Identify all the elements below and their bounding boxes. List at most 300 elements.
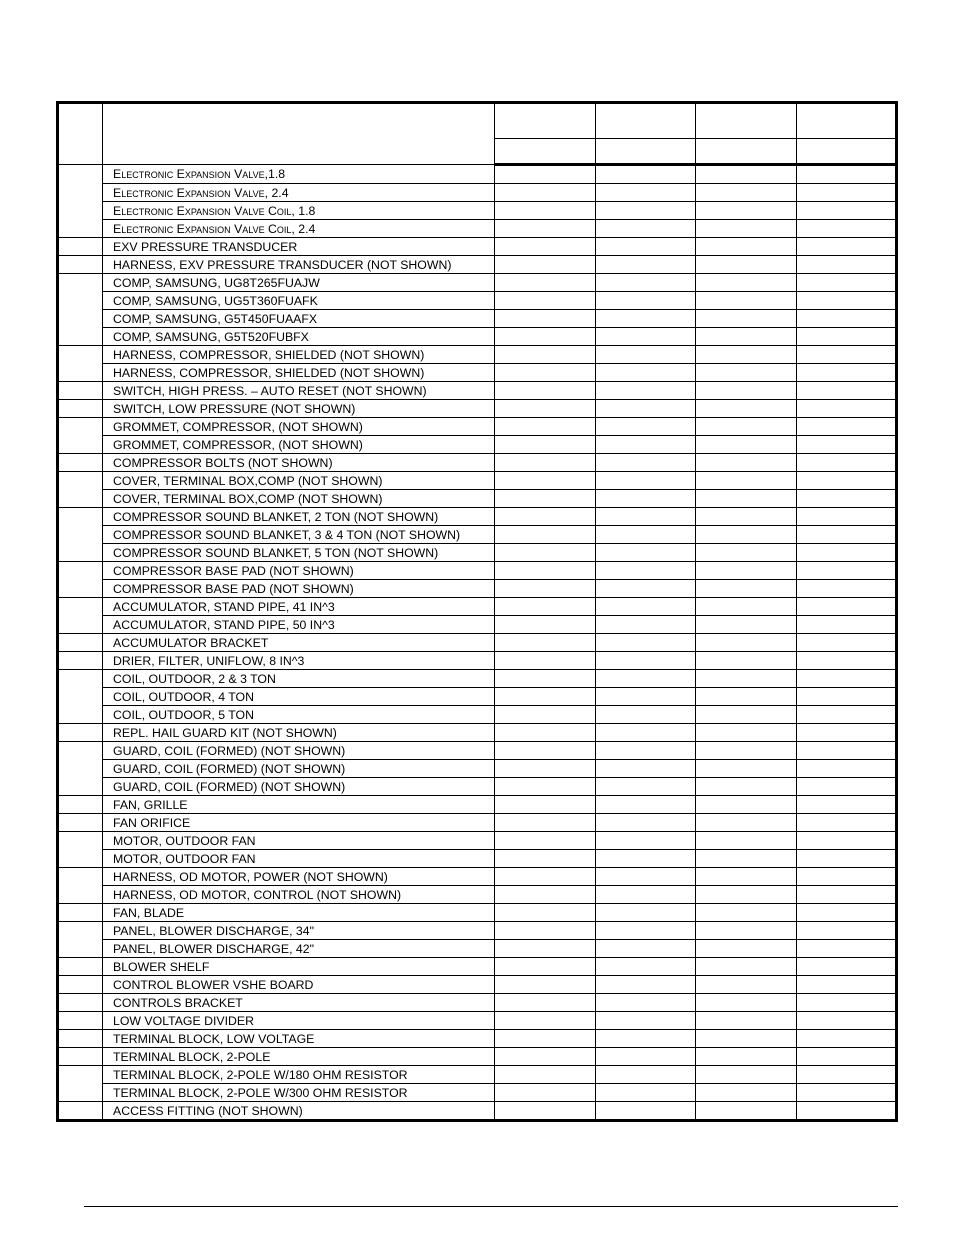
model-quantity-cell <box>696 1012 797 1030</box>
model-quantity-cell <box>797 616 897 634</box>
header-model-4-sub <box>797 139 897 165</box>
item-number-cell <box>58 1030 103 1048</box>
part-description: Electronic Expansion Valve, 2.4 <box>103 184 495 202</box>
header-description <box>103 103 495 165</box>
item-number-cell <box>58 994 103 1012</box>
table-row <box>58 508 897 526</box>
part-description: COVER, TERMINAL BOX,COMP (NOT SHOWN) <box>103 490 495 508</box>
table-row <box>58 580 897 598</box>
item-number-cell <box>58 562 103 598</box>
model-quantity-cell <box>596 544 696 562</box>
table-row <box>58 598 897 616</box>
model-quantity-cell <box>495 670 596 688</box>
model-quantity-cell <box>797 598 897 616</box>
table-row <box>58 1048 897 1066</box>
model-quantity-cell <box>596 364 696 382</box>
model-quantity-cell <box>495 310 596 328</box>
model-quantity-cell <box>596 310 696 328</box>
table-row <box>58 274 897 292</box>
part-description: ACCUMULATOR BRACKET <box>103 634 495 652</box>
model-quantity-cell <box>495 544 596 562</box>
item-number-cell <box>58 1012 103 1030</box>
model-quantity-cell <box>596 490 696 508</box>
model-quantity-cell <box>596 940 696 958</box>
table-row <box>58 670 897 688</box>
part-description: COMP, SAMSUNG, G5T450FUAAFX <box>103 310 495 328</box>
model-quantity-cell <box>797 796 897 814</box>
table-row <box>58 436 897 454</box>
model-quantity-cell <box>797 1048 897 1066</box>
model-quantity-cell <box>596 238 696 256</box>
model-quantity-cell <box>797 472 897 490</box>
model-quantity-cell <box>797 958 897 976</box>
item-number-cell <box>58 238 103 256</box>
part-description: CONTROLS BRACKET <box>103 994 495 1012</box>
item-number-cell <box>58 165 103 238</box>
model-quantity-cell <box>696 886 797 904</box>
item-number-cell <box>58 814 103 832</box>
model-quantity-cell <box>696 292 797 310</box>
part-description: HARNESS, COMPRESSOR, SHIELDED (NOT SHOWN) <box>103 364 495 382</box>
model-quantity-cell <box>696 1102 797 1121</box>
model-quantity-cell <box>596 850 696 868</box>
item-number-cell <box>58 796 103 814</box>
model-quantity-cell <box>797 238 897 256</box>
model-quantity-cell <box>797 454 897 472</box>
model-quantity-cell <box>596 688 696 706</box>
model-quantity-cell <box>797 886 897 904</box>
item-number-cell <box>58 1048 103 1066</box>
model-quantity-cell <box>797 364 897 382</box>
model-quantity-cell <box>495 1102 596 1121</box>
model-quantity-cell <box>495 220 596 238</box>
model-quantity-cell <box>495 598 596 616</box>
model-quantity-cell <box>797 814 897 832</box>
table-row <box>58 346 897 364</box>
part-description: EXV PRESSURE TRANSDUCER <box>103 238 495 256</box>
table-row <box>58 310 897 328</box>
table-row <box>58 976 897 994</box>
model-quantity-cell <box>495 922 596 940</box>
table-row <box>58 904 897 922</box>
model-quantity-cell <box>797 976 897 994</box>
part-description: REPL. HAIL GUARD KIT (NOT SHOWN) <box>103 724 495 742</box>
model-quantity-cell <box>797 634 897 652</box>
item-number-cell <box>58 274 103 346</box>
model-quantity-cell <box>596 274 696 292</box>
model-quantity-cell <box>596 994 696 1012</box>
model-quantity-cell <box>596 580 696 598</box>
table-row <box>58 328 897 346</box>
model-quantity-cell <box>696 670 797 688</box>
part-description: COMP, SAMSUNG, UG8T265FUAJW <box>103 274 495 292</box>
model-quantity-cell <box>495 364 596 382</box>
table-row <box>58 292 897 310</box>
model-quantity-cell <box>797 1066 897 1084</box>
table-row <box>58 940 897 958</box>
header-model-3 <box>696 103 797 139</box>
model-quantity-cell <box>596 472 696 490</box>
table-row <box>58 238 897 256</box>
table-row <box>58 184 897 202</box>
part-description: COMPRESSOR SOUND BLANKET, 3 & 4 TON (NOT SHOWN) <box>103 526 495 544</box>
model-quantity-cell <box>495 562 596 580</box>
table-row <box>58 1102 897 1121</box>
item-number-cell <box>58 454 103 472</box>
model-quantity-cell <box>696 814 797 832</box>
table-row <box>58 778 897 796</box>
model-quantity-cell <box>596 202 696 220</box>
model-quantity-cell <box>696 220 797 238</box>
model-quantity-cell <box>797 165 897 184</box>
model-quantity-cell <box>596 400 696 418</box>
model-quantity-cell <box>495 760 596 778</box>
model-quantity-cell <box>495 796 596 814</box>
model-quantity-cell <box>696 778 797 796</box>
table-row <box>58 760 897 778</box>
model-quantity-cell <box>596 832 696 850</box>
model-quantity-cell <box>696 382 797 400</box>
model-quantity-cell <box>495 652 596 670</box>
table-row <box>58 886 897 904</box>
table-row <box>58 165 897 184</box>
model-quantity-cell <box>696 706 797 724</box>
model-quantity-cell <box>797 544 897 562</box>
model-quantity-cell <box>696 544 797 562</box>
model-quantity-cell <box>797 490 897 508</box>
model-quantity-cell <box>495 202 596 220</box>
model-quantity-cell <box>495 1048 596 1066</box>
model-quantity-cell <box>797 436 897 454</box>
table-row <box>58 490 897 508</box>
part-description: GUARD, COIL (FORMED) (NOT SHOWN) <box>103 760 495 778</box>
model-quantity-cell <box>797 220 897 238</box>
model-quantity-cell <box>495 904 596 922</box>
model-quantity-cell <box>696 724 797 742</box>
model-quantity-cell <box>696 742 797 760</box>
table-row <box>58 364 897 382</box>
model-quantity-cell <box>495 346 596 364</box>
model-quantity-cell <box>495 940 596 958</box>
model-quantity-cell <box>596 814 696 832</box>
table-row <box>58 634 897 652</box>
model-quantity-cell <box>596 1048 696 1066</box>
table-row <box>58 724 897 742</box>
part-description: PANEL, BLOWER DISCHARGE, 34" <box>103 922 495 940</box>
item-number-cell <box>58 832 103 868</box>
model-quantity-cell <box>797 850 897 868</box>
model-quantity-cell <box>596 724 696 742</box>
part-description: GUARD, COIL (FORMED) (NOT SHOWN) <box>103 778 495 796</box>
model-quantity-cell <box>495 184 596 202</box>
model-quantity-cell <box>495 1066 596 1084</box>
part-description: SWITCH, LOW PRESSURE (NOT SHOWN) <box>103 400 495 418</box>
part-description: DRIER, FILTER, UNIFLOW, 8 IN^3 <box>103 652 495 670</box>
part-description: COMPRESSOR SOUND BLANKET, 2 TON (NOT SHOWN) <box>103 508 495 526</box>
model-quantity-cell <box>696 616 797 634</box>
model-quantity-cell <box>797 742 897 760</box>
model-quantity-cell <box>797 940 897 958</box>
part-description: FAN, BLADE <box>103 904 495 922</box>
part-description: TERMINAL BLOCK, 2-POLE <box>103 1048 495 1066</box>
item-number-cell <box>58 418 103 454</box>
part-description: COMPRESSOR BASE PAD (NOT SHOWN) <box>103 562 495 580</box>
model-quantity-cell <box>696 1030 797 1048</box>
part-description: MOTOR, OUTDOOR FAN <box>103 850 495 868</box>
model-quantity-cell <box>696 526 797 544</box>
model-quantity-cell <box>596 670 696 688</box>
table-row <box>58 850 897 868</box>
model-quantity-cell <box>495 958 596 976</box>
part-description: PANEL, BLOWER DISCHARGE, 42" <box>103 940 495 958</box>
part-description: GROMMET, COMPRESSOR, (NOT SHOWN) <box>103 418 495 436</box>
model-quantity-cell <box>797 832 897 850</box>
model-quantity-cell <box>797 256 897 274</box>
header-model-3-sub <box>696 139 797 165</box>
model-quantity-cell <box>596 868 696 886</box>
item-number-cell <box>58 922 103 958</box>
part-description: FAN, GRILLE <box>103 796 495 814</box>
model-quantity-cell <box>797 382 897 400</box>
model-quantity-cell <box>596 598 696 616</box>
model-quantity-cell <box>495 634 596 652</box>
model-quantity-cell <box>696 490 797 508</box>
model-quantity-cell <box>797 292 897 310</box>
model-quantity-cell <box>797 778 897 796</box>
part-description: COMPRESSOR BASE PAD (NOT SHOWN) <box>103 580 495 598</box>
model-quantity-cell <box>696 184 797 202</box>
model-quantity-cell <box>696 976 797 994</box>
table-row <box>58 454 897 472</box>
item-number-cell <box>58 958 103 976</box>
model-quantity-cell <box>596 922 696 940</box>
part-description: COIL, OUTDOOR, 4 TON <box>103 688 495 706</box>
table-row <box>58 562 897 580</box>
model-quantity-cell <box>596 526 696 544</box>
model-quantity-cell <box>596 976 696 994</box>
model-quantity-cell <box>495 706 596 724</box>
part-description: BLOWER SHELF <box>103 958 495 976</box>
model-quantity-cell <box>797 346 897 364</box>
model-quantity-cell <box>797 1030 897 1048</box>
model-quantity-cell <box>596 184 696 202</box>
model-quantity-cell <box>596 958 696 976</box>
model-quantity-cell <box>696 580 797 598</box>
model-quantity-cell <box>797 328 897 346</box>
model-quantity-cell <box>797 202 897 220</box>
footer-rule <box>84 1206 898 1207</box>
model-quantity-cell <box>696 904 797 922</box>
part-description: COMPRESSOR SOUND BLANKET, 5 TON (NOT SHOWN) <box>103 544 495 562</box>
header-model-1 <box>495 103 596 139</box>
model-quantity-cell <box>495 886 596 904</box>
model-quantity-cell <box>596 454 696 472</box>
header-item-number <box>58 103 103 165</box>
item-number-cell <box>58 634 103 652</box>
model-quantity-cell <box>797 904 897 922</box>
part-description: FAN ORIFICE <box>103 814 495 832</box>
item-number-cell <box>58 652 103 670</box>
table-row <box>58 1084 897 1102</box>
model-quantity-cell <box>797 418 897 436</box>
model-quantity-cell <box>696 436 797 454</box>
model-quantity-cell <box>696 364 797 382</box>
model-quantity-cell <box>797 688 897 706</box>
part-description: HARNESS, COMPRESSOR, SHIELDED (NOT SHOWN) <box>103 346 495 364</box>
header-model-4 <box>797 103 897 139</box>
model-quantity-cell <box>797 580 897 598</box>
model-quantity-cell <box>797 922 897 940</box>
model-quantity-cell <box>596 328 696 346</box>
model-quantity-cell <box>696 1066 797 1084</box>
table-body <box>58 165 897 1121</box>
table-row <box>58 1012 897 1030</box>
model-quantity-cell <box>495 1012 596 1030</box>
table-row <box>58 220 897 238</box>
model-quantity-cell <box>596 652 696 670</box>
model-quantity-cell <box>696 328 797 346</box>
model-quantity-cell <box>696 562 797 580</box>
part-description: LOW VOLTAGE DIVIDER <box>103 1012 495 1030</box>
model-quantity-cell <box>696 598 797 616</box>
part-description: Electronic Expansion Valve Coil, 2.4 <box>103 220 495 238</box>
model-quantity-cell <box>596 886 696 904</box>
model-quantity-cell <box>797 184 897 202</box>
model-quantity-cell <box>797 1012 897 1030</box>
model-quantity-cell <box>797 1102 897 1121</box>
model-quantity-cell <box>596 346 696 364</box>
model-quantity-cell <box>797 868 897 886</box>
model-quantity-cell <box>495 256 596 274</box>
table-header <box>58 103 897 165</box>
model-quantity-cell <box>495 868 596 886</box>
model-quantity-cell <box>495 382 596 400</box>
model-quantity-cell <box>797 724 897 742</box>
model-quantity-cell <box>696 868 797 886</box>
model-quantity-cell <box>495 742 596 760</box>
model-quantity-cell <box>797 994 897 1012</box>
part-description: GUARD, COIL (FORMED) (NOT SHOWN) <box>103 742 495 760</box>
model-quantity-cell <box>596 508 696 526</box>
model-quantity-cell <box>495 454 596 472</box>
table-row <box>58 742 897 760</box>
part-description: HARNESS, OD MOTOR, POWER (NOT SHOWN) <box>103 868 495 886</box>
model-quantity-cell <box>797 526 897 544</box>
part-description: GROMMET, COMPRESSOR, (NOT SHOWN) <box>103 436 495 454</box>
model-quantity-cell <box>696 994 797 1012</box>
model-quantity-cell <box>797 310 897 328</box>
header-model-1-sub <box>495 139 596 165</box>
model-quantity-cell <box>696 202 797 220</box>
model-quantity-cell <box>696 238 797 256</box>
model-quantity-cell <box>596 1012 696 1030</box>
table-row <box>58 472 897 490</box>
model-quantity-cell <box>596 256 696 274</box>
part-description: MOTOR, OUTDOOR FAN <box>103 832 495 850</box>
model-quantity-cell <box>495 850 596 868</box>
model-quantity-cell <box>797 706 897 724</box>
table-row <box>58 1066 897 1084</box>
table-row <box>58 688 897 706</box>
model-quantity-cell <box>696 760 797 778</box>
model-quantity-cell <box>495 292 596 310</box>
model-quantity-cell <box>495 1030 596 1048</box>
part-description: COIL, OUTDOOR, 5 TON <box>103 706 495 724</box>
model-quantity-cell <box>495 1084 596 1102</box>
model-quantity-cell <box>696 310 797 328</box>
model-quantity-cell <box>495 814 596 832</box>
model-quantity-cell <box>495 328 596 346</box>
model-quantity-cell <box>696 688 797 706</box>
model-quantity-cell <box>495 274 596 292</box>
table-row <box>58 616 897 634</box>
table-row <box>58 652 897 670</box>
model-quantity-cell <box>596 706 696 724</box>
item-number-cell <box>58 256 103 274</box>
model-quantity-cell <box>495 778 596 796</box>
item-number-cell <box>58 508 103 562</box>
model-quantity-cell <box>797 274 897 292</box>
model-quantity-cell <box>797 508 897 526</box>
model-quantity-cell <box>696 1048 797 1066</box>
part-description: Electronic Expansion Valve Coil, 1.8 <box>103 202 495 220</box>
model-quantity-cell <box>696 454 797 472</box>
model-quantity-cell <box>495 436 596 454</box>
model-quantity-cell <box>696 940 797 958</box>
model-quantity-cell <box>596 1030 696 1048</box>
item-number-cell <box>58 1102 103 1121</box>
header-model-2-sub <box>596 139 696 165</box>
table-row <box>58 256 897 274</box>
item-number-cell <box>58 346 103 382</box>
model-quantity-cell <box>596 904 696 922</box>
part-description: TERMINAL BLOCK, 2-POLE W/180 OHM RESISTOR <box>103 1066 495 1084</box>
model-quantity-cell <box>696 256 797 274</box>
table-row <box>58 832 897 850</box>
model-quantity-cell <box>596 634 696 652</box>
item-number-cell <box>58 976 103 994</box>
model-quantity-cell <box>596 1066 696 1084</box>
model-quantity-cell <box>696 634 797 652</box>
item-number-cell <box>58 904 103 922</box>
model-quantity-cell <box>495 238 596 256</box>
part-description: COMP, SAMSUNG, G5T520FUBFX <box>103 328 495 346</box>
model-quantity-cell <box>596 760 696 778</box>
table-row <box>58 1030 897 1048</box>
item-number-cell <box>58 382 103 400</box>
part-description: Electronic Expansion Valve,1.8 <box>103 165 495 184</box>
model-quantity-cell <box>696 274 797 292</box>
model-quantity-cell <box>495 616 596 634</box>
model-quantity-cell <box>797 562 897 580</box>
model-quantity-cell <box>495 508 596 526</box>
model-quantity-cell <box>495 724 596 742</box>
part-description: COMP, SAMSUNG, UG5T360FUAFK <box>103 292 495 310</box>
model-quantity-cell <box>596 382 696 400</box>
table-row <box>58 796 897 814</box>
model-quantity-cell <box>696 652 797 670</box>
item-number-cell <box>58 724 103 742</box>
model-quantity-cell <box>596 436 696 454</box>
table-row <box>58 706 897 724</box>
item-number-cell <box>58 598 103 634</box>
item-number-cell <box>58 670 103 724</box>
model-quantity-cell <box>495 688 596 706</box>
item-number-cell <box>58 400 103 418</box>
part-description: ACCESS FITTING (NOT SHOWN) <box>103 1102 495 1121</box>
table-row <box>58 418 897 436</box>
model-quantity-cell <box>696 1084 797 1102</box>
